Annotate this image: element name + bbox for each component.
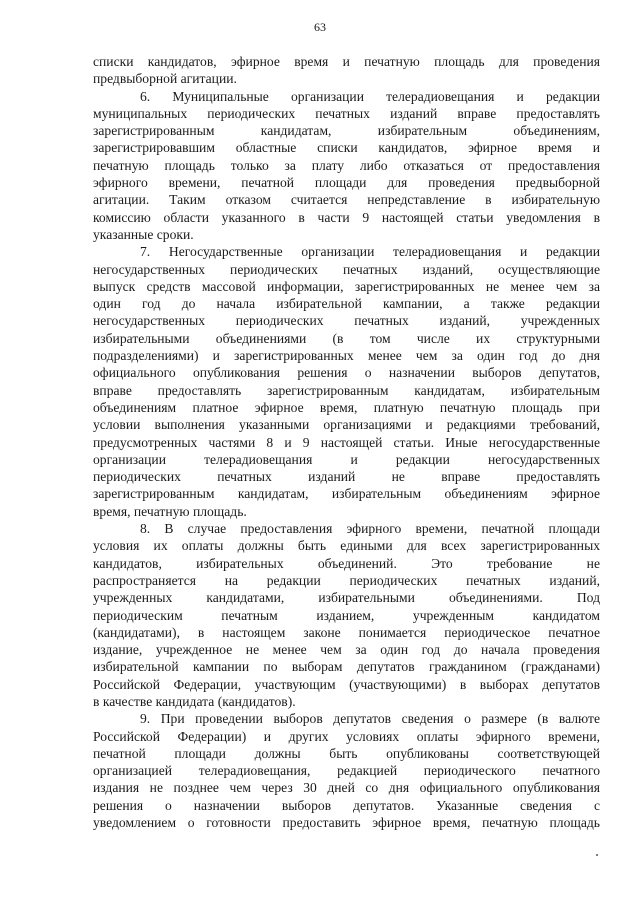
paragraph-9 bbox=[93, 710, 600, 831]
text-line: издание, учрежденное не менее чем за один год до начала проведения bbox=[93, 642, 600, 658]
text-line: печатную площадь только за плату либо отказаться от предоставления bbox=[93, 157, 600, 173]
text-line: время, печатную площадь. bbox=[93, 503, 247, 519]
text-line: периодических печатных изданий не вправе предоставлять bbox=[93, 469, 600, 485]
text-line: условия их оплаты должны быть едиными для всех зарегистрированных bbox=[93, 538, 600, 554]
text-line: предвыборной агитации. bbox=[93, 71, 237, 87]
text-line: агитации. Таким отказом считается непредставление в избирательную bbox=[93, 192, 600, 208]
text-line: списки кандидатов, эфирное время и печатную площадь для проведения bbox=[93, 54, 600, 69]
text-line: объединениям платное эфирное время, платную печатную площадь при bbox=[93, 399, 600, 415]
text-line: вправе предоставлять зарегистрированным кандидатам, избирательным bbox=[93, 382, 600, 398]
text-line: печатной площади должны быть опубликованы соответствующей bbox=[93, 745, 600, 761]
text-line: эфирного времени, печатной площади для проведения предвыборной bbox=[93, 175, 600, 191]
text-line: в качестве кандидата (кандидатов). bbox=[93, 693, 296, 709]
text-line: негосударственных периодических печатных изданий, осуществляющие bbox=[93, 261, 600, 277]
paragraph-7 bbox=[93, 243, 600, 520]
document-body bbox=[93, 53, 600, 831]
text-line: негосударственных периодических печатных изданий, учрежденных bbox=[93, 313, 600, 329]
text-line: 7. Негосударственные организации телерадиовещания и редакции bbox=[140, 244, 600, 260]
text-line: Российской Федерации, участвующим (участвующими) в выборах депутатов bbox=[93, 676, 600, 692]
text-line: решения о назначении выборов депутатов. Указанные сведения с bbox=[93, 797, 600, 813]
text-line: зарегистрировавшим областные списки кандидатов, эфирное время и bbox=[93, 140, 600, 156]
page-number: 63 bbox=[314, 20, 326, 34]
text-line: выпуск средств массовой информации, зарегистрированных не менее чем за bbox=[93, 278, 600, 294]
text-line: официального опубликования решения о назначении выборов депутатов, bbox=[93, 365, 600, 381]
text-line: один год до начала избирательной кампании, а также редакции bbox=[93, 296, 600, 312]
text-line: 8. В случае предоставления эфирного времени, печатной площади bbox=[140, 521, 600, 537]
text-line: периодическим печатным изданием, учрежденным кандидатом bbox=[93, 607, 600, 623]
text-line: подразделениями) и зарегистрированных менее чем за один год до дня bbox=[93, 348, 600, 364]
text-line: Российской Федерации) и других условиях оплаты эфирного времени, bbox=[93, 728, 600, 744]
text-line: муниципальных периодических печатных изданий вправе предоставлять bbox=[93, 105, 600, 121]
paragraph-8 bbox=[93, 520, 600, 710]
text-line: условии выполнения указанными организациями и редакциями требований, bbox=[93, 417, 600, 433]
text-line: учрежденных кандидатами, избирательными объединениями. Под bbox=[93, 590, 600, 606]
text-line: организации телерадиовещания и редакции негосударственных bbox=[93, 451, 600, 467]
text-line: издания не позднее чем через 30 дней со дня официального опубликования bbox=[93, 780, 600, 796]
paragraph-6 bbox=[93, 88, 600, 244]
text-line: предусмотренных частями 8 и 9 настоящей статьи. Иные негосударственные bbox=[93, 434, 600, 450]
scan-speck bbox=[596, 854, 598, 856]
text-line: 6. Муниципальные организации телерадиовещания и редакции bbox=[140, 88, 600, 104]
text-line: избирательной кампании по выборам депутатов гражданином (гражданами) bbox=[93, 659, 600, 675]
text-line: (кандидатами), в настоящем законе понимается периодическое печатное bbox=[93, 624, 600, 640]
text-line: зарегистрированным кандидатам, избирательным объединениям, bbox=[93, 123, 600, 139]
text-line: избирательными объединениями (в том числе их структурными bbox=[93, 330, 600, 346]
text-line: распространяется на редакции периодических печатных изданий, bbox=[93, 572, 600, 588]
text-line: уведомлением о готовности предоставить эфирное время, печатную площадь bbox=[93, 815, 600, 831]
text-line: кандидатов, избирательных объединений. Это требование не bbox=[93, 555, 600, 571]
text-line: организацией телерадиовещания, редакцией периодического печатного bbox=[93, 763, 600, 779]
paragraph-continuation bbox=[93, 53, 600, 88]
text-line: зарегистрированным кандидатам, избирательным объединениям эфирное bbox=[93, 486, 600, 502]
text-line: комиссию области указанного в части 9 настоящей статьи уведомления в bbox=[93, 209, 600, 225]
text-line: указанные сроки. bbox=[93, 226, 194, 242]
text-line: 9. При проведении выборов депутатов сведения о размере (в валюте bbox=[140, 711, 600, 727]
